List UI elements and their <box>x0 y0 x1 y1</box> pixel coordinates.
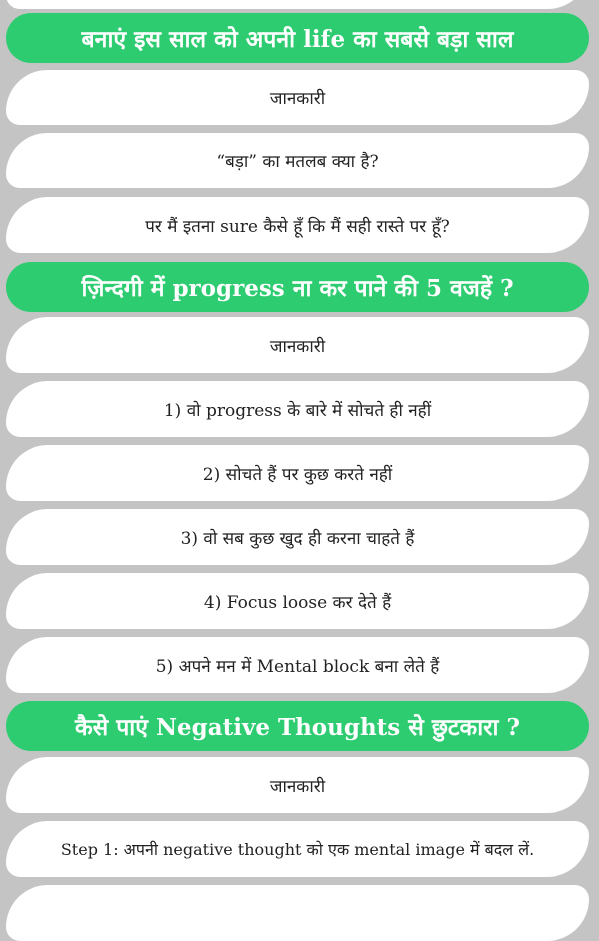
list-item[interactable]: जानकारी <box>6 70 589 125</box>
list-item[interactable]: Step 1: अपनी negative thought को एक mental image में बदल लें. <box>6 821 589 877</box>
list-item[interactable]: जानकारी <box>6 317 589 373</box>
list-item[interactable]: पर मैं इतना sure कैसे हूँ कि मैं सही रास्ते पर हूँ? <box>6 197 589 253</box>
section-header[interactable]: ज़िन्दगी में progress ना कर पाने की 5 वजहें ? <box>6 262 589 312</box>
list-item[interactable]: “बड़ा” का मतलब क्या है? <box>6 133 589 188</box>
list-item-partial-top[interactable] <box>6 0 589 9</box>
section-header[interactable]: कैसे पाएं Negative Thoughts से छुटकारा ? <box>6 701 589 751</box>
list-item[interactable]: 4) Focus loose कर देते हैं <box>6 573 589 629</box>
list-item[interactable]: जानकारी <box>6 757 589 813</box>
section-header[interactable]: बनाएं इस साल को अपनी life का सबसे बड़ा साल <box>6 13 589 63</box>
list-item-partial-bottom[interactable] <box>6 885 589 941</box>
list-item[interactable]: 3) वो सब कुछ खुद ही करना चाहते हैं <box>6 509 589 565</box>
list-item[interactable]: 1) वो progress के बारे में सोचते ही नहीं <box>6 381 589 437</box>
list-item[interactable]: 5) अपने मन में Mental block बना लेते हैं <box>6 637 589 693</box>
list-item[interactable]: 2) सोचते हैं पर कुछ करते नहीं <box>6 445 589 501</box>
